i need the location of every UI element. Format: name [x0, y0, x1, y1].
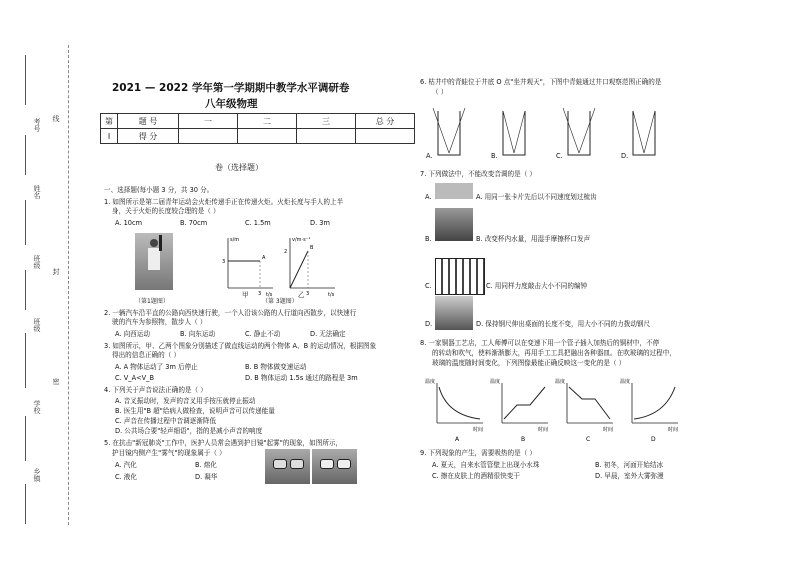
q3-option: D. B 物体运动 1.5s 通过的路程是 3m: [245, 374, 358, 382]
graph-a: [425, 378, 483, 443]
q2-option: D. 无法确定: [310, 330, 346, 338]
torch-bearer-photo: [135, 233, 173, 290]
goggles-photo-1: [265, 449, 310, 484]
q7-option-a-letter: A.: [425, 193, 432, 201]
y-axis-label: 温度: [555, 379, 566, 385]
graph-label: B: [521, 436, 526, 443]
q8-text: 玻璃的温度随时间变化，下列图像最能正确反映这一变化的是（ ）: [432, 359, 626, 367]
score-side-label: 第: [101, 114, 118, 129]
score-header-cell: 二: [238, 114, 297, 129]
ruler-desk-image: [435, 296, 473, 330]
field-school: 学校: [33, 400, 41, 414]
exam-subtitle: 八年级物理: [205, 98, 258, 110]
section-intro: 一、选择题(每小题 3 分，共 30 分。: [104, 186, 214, 194]
x-axis-label: 时间: [538, 427, 549, 433]
well-diagram-d: [633, 111, 655, 155]
score-input-cell[interactable]: [238, 129, 297, 144]
person-body: [148, 248, 160, 270]
seal-line: [68, 45, 69, 525]
q6-option-d: D.: [621, 152, 629, 160]
q2-text: 2. 一辆汽车沿平直的公路向西快速行驶，一个人沿该公路的人行道向西散步，以快速行: [104, 309, 357, 317]
goggle-lens: [290, 459, 304, 469]
q8-temperature-graphs: [425, 375, 685, 445]
graph-yi: [280, 233, 342, 298]
graph-label: A: [455, 436, 460, 443]
field-exam-no: 考号: [33, 118, 41, 132]
q4-option: A. 音叉振动时，发声的音叉用手按压就停止振动: [115, 397, 256, 405]
field-line: [25, 135, 26, 175]
q3-text: 3. 如图所示，甲、乙两个图象分别描述了做直线运动的两个物体 A、B 的运动情况，根据图象: [104, 342, 377, 350]
field-grade: 班级: [33, 318, 41, 332]
q2-option: C. 静止不动: [245, 330, 281, 338]
q3-option: C. V_A<V_B: [115, 374, 154, 382]
q5-option: D. 凝华: [195, 473, 218, 481]
q2-option: B. 向东运动: [180, 330, 216, 338]
q1-text: 1. 如图所示是第二届青年运动会火炬传递手正在传递火炬。火炬长度与手人的上半: [104, 198, 344, 206]
goggles-photo-2: [312, 449, 357, 484]
graph-label: D: [651, 436, 656, 443]
field-town: 乡镇: [33, 468, 41, 482]
q6-option-c: C.: [556, 152, 563, 160]
y-axis-label: s/m: [230, 237, 240, 243]
q4-option: D. 公共场合要"轻声细语"，指的是减小声音的响度: [115, 427, 263, 435]
q9-option: B. 初冬，河面开始结冰: [595, 461, 664, 469]
q9-text: 9. 下列现象的产生，需要吸热的是（ ）: [420, 449, 536, 457]
y-axis-label: 温度: [490, 379, 501, 385]
graph-label: C: [586, 436, 591, 443]
q1-option: B. 70cm: [180, 219, 208, 227]
seal-mark-line: 线: [52, 115, 60, 122]
x-axis-label: 时间: [473, 427, 484, 433]
q5-option: B. 熔化: [195, 461, 217, 469]
section-title: 卷（选择题）: [215, 163, 263, 172]
chime-bells-image: [435, 258, 485, 295]
point-label: B: [310, 245, 314, 251]
q9-option: A. 夏天，自来水管管壁上出现小水珠: [432, 461, 540, 469]
x-axis-label: 时间: [668, 427, 679, 433]
score-input-cell[interactable]: [297, 129, 356, 144]
goggle-lens: [273, 459, 287, 469]
q7-option-a: A. 用同一张卡片先后以不同速度划过梳齿: [476, 193, 597, 201]
q7-option-b: B. 改变杯内水量，用湿手摩擦杯口发声: [476, 235, 591, 243]
x-axis-label: 时间: [603, 427, 614, 433]
field-line: [25, 416, 26, 461]
exam-title: 2021 — 2022 学年第一学期期中教学水平调研卷: [112, 82, 350, 94]
field-name: 姓名: [33, 185, 41, 199]
graph-jia: [218, 233, 278, 298]
q8-text: 8. 一家铜器工艺店，工人师傅可以在变速下用一个管子插入加热后的铜材中，不停: [420, 339, 660, 347]
q3-text: 得出的信息正确的（ ）: [112, 351, 181, 359]
q1-option: C. 1.5m: [245, 219, 271, 227]
fig3-caption: （第 3题图）: [262, 298, 298, 305]
q9-option: C. 擦在皮肤上的酒精很快变干: [432, 472, 520, 480]
field-line: [25, 270, 26, 310]
score-table: [100, 113, 415, 144]
q5-text: 护目镜内侧产生"雾气"的现象属于（ ）: [112, 449, 226, 457]
q7-option-d-letter: D.: [425, 320, 433, 328]
person-head: [150, 239, 158, 247]
y-tick: 3: [222, 259, 226, 265]
q5-text: 5. 在抗击"新冠肺炎"工作中，医护人员常会遇到护目镜"起雾"的现象，如图所示，: [104, 439, 343, 447]
graph-jia-label: 甲: [242, 291, 249, 299]
fig1-caption: （第1题图）: [135, 298, 169, 305]
torch-icon: [159, 235, 162, 251]
q2-option: A. 向西运动: [115, 330, 150, 338]
field-class: 班级: [33, 255, 41, 269]
q4-text: 4. 下列关于声音说法正确的是（ ）: [104, 386, 207, 394]
score-side-label: I: [101, 129, 118, 144]
q3-option: A. A 物体运动了 3m 后停止: [115, 363, 198, 371]
score-header-cell: 三: [297, 114, 356, 129]
well-diagram-b: [503, 111, 525, 155]
q7-text: 7. 下列做法中，不能改变音调的是（ ）: [420, 170, 536, 178]
q6-option-a: A.: [426, 152, 433, 160]
x-tick: 3: [306, 291, 310, 297]
q6-option-b: B.: [491, 152, 498, 160]
q7-option-c: C. 用同样力度敲击大小不同的编钟: [486, 282, 588, 290]
well-diagram-c: [563, 108, 595, 155]
graph-b: [490, 378, 548, 443]
q2-text: 驶的汽车为参照物，散步人（ ）: [112, 318, 207, 326]
graph-line: [290, 251, 308, 288]
score-header-cell: 总 分: [356, 114, 415, 129]
card-comb-image: [435, 183, 473, 199]
water-glass-image: [435, 208, 473, 241]
y-axis-label: v/m·s⁻¹: [292, 237, 311, 243]
seal-mark-seal: 封: [52, 268, 60, 275]
graph-c: [555, 378, 613, 443]
point-label: A: [262, 255, 266, 261]
field-line: [25, 55, 26, 105]
binding-strip: [0, 0, 95, 561]
q6-text: 6. 枯井中的青蛙位于井底 O 点"坐井观天"，下图中青蛙通过井口观察范围正确的是: [420, 78, 662, 86]
score-input-cell[interactable]: [179, 129, 238, 144]
y-axis-label: 温度: [425, 379, 436, 385]
q3-option: B. B 物体做变速运动: [245, 363, 307, 371]
graph-yi-label: 乙: [298, 291, 305, 299]
x-axis-label: t/s: [266, 292, 273, 298]
q7-option-b-letter: B.: [425, 235, 432, 243]
q5-option: C. 液化: [115, 473, 137, 481]
field-line: [25, 333, 26, 388]
q1-option: A. 10cm: [115, 219, 143, 227]
q7-option-d: D. 保持钢尺伸出桌面的长度不变，用大小不同的力拨动钢尺: [476, 320, 651, 328]
graph-d: [620, 378, 678, 443]
q1-text: 身，关于火炬的长度较合理的是（ ）: [112, 207, 220, 215]
goggle-lens: [337, 459, 351, 469]
q4-option: B. 医生用"B 超"给病人做检查，说明声音可以传递能量: [115, 407, 275, 415]
field-line: [25, 484, 26, 524]
goggle-lens: [320, 459, 334, 469]
q7-option-c-letter: C.: [425, 282, 432, 290]
x-tick: 3: [258, 291, 262, 297]
q4-option: C. 声音在传播过程中音调逐渐降低: [115, 417, 217, 425]
q1-option: D. 3m: [310, 219, 330, 227]
q9-option: D. 早晨，室外大雾弥漫: [595, 472, 664, 480]
well-diagram-a: [433, 108, 465, 155]
y-tick: 2: [284, 249, 288, 255]
q5-option: A. 汽化: [115, 461, 137, 469]
score-header-cell: 一: [179, 114, 238, 129]
score-header-cell: 题 号: [118, 114, 179, 129]
y-axis-label: 温度: [620, 379, 631, 385]
q8-text: 的转动和吹气，使料渐渐膨大，再用手工工具把融出各种器皿。在吹玻璃的过程中，: [432, 349, 676, 357]
seal-mark-secret: 密: [52, 378, 60, 385]
q6-text: （ ）: [432, 88, 448, 96]
field-line: [25, 200, 26, 245]
score-row-label: 得 分: [118, 129, 179, 144]
score-input-cell[interactable]: [356, 129, 415, 144]
x-axis-label: t/s: [328, 292, 335, 298]
